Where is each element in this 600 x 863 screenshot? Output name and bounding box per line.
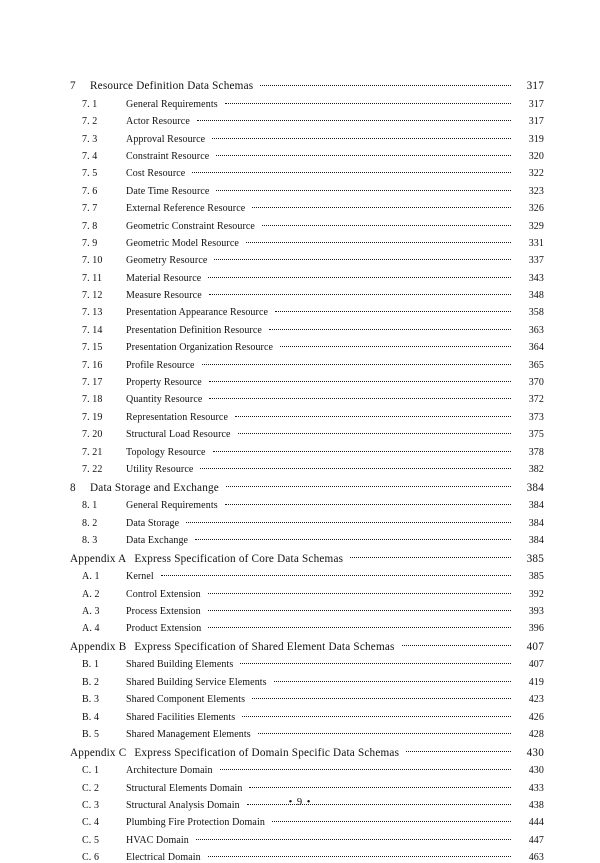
- toc-entry[interactable]: [70, 410, 544, 423]
- toc-entry[interactable]: [70, 850, 544, 863]
- toc-entry[interactable]: [70, 392, 544, 405]
- toc-entry-page-number: 433: [528, 782, 544, 794]
- toc-entry-title: Structural Elements Domain: [126, 782, 243, 794]
- toc-entry-title: Presentation Definition Resource: [126, 324, 262, 336]
- toc-leader-dots: [240, 657, 511, 667]
- toc-entry-title: Geometry Resource: [126, 255, 208, 267]
- toc-leader-dots: [196, 833, 511, 843]
- toc-entry-number: 7. 6: [82, 185, 98, 197]
- toc-entry-title: Kernel: [126, 571, 154, 583]
- toc-leader-dots: [209, 375, 511, 385]
- toc-entry[interactable]: [70, 358, 544, 371]
- toc-entry-page-number: 326: [528, 203, 544, 215]
- toc-entry-page-number: 419: [528, 676, 544, 688]
- toc-entry[interactable]: [70, 462, 544, 475]
- toc-entry-page-number: 384: [526, 481, 544, 494]
- toc-leader-dots: [406, 744, 511, 755]
- toc-entry-title: Property Resource: [126, 377, 202, 389]
- toc-entry-page-number: 407: [528, 659, 544, 671]
- toc-leader-dots: [262, 219, 511, 229]
- toc-leader-dots: [274, 675, 511, 685]
- toc-entry-number: 8. 3: [82, 534, 98, 546]
- toc-entry-page-number: 382: [528, 463, 544, 475]
- toc-entry-title: Data Storage and Exchange: [90, 481, 219, 494]
- toc-entry-title: Presentation Organization Resource: [126, 342, 274, 354]
- toc-entry-page-number: 392: [528, 588, 544, 600]
- toc-leader-dots: [260, 78, 511, 89]
- toc-leader-dots: [350, 550, 511, 561]
- toc-entry-page-number: 444: [528, 817, 544, 829]
- toc-entry-title: Shared Facilities Elements: [126, 711, 236, 723]
- toc-entry[interactable]: [70, 498, 544, 511]
- toc-entry-number: C. 3: [82, 799, 100, 811]
- toc-entry-title: Structural Analysis Domain: [126, 799, 240, 811]
- toc-leader-dots: [226, 479, 511, 490]
- toc-leader-dots: [197, 114, 511, 124]
- toc-entry-number: A. 4: [82, 623, 100, 635]
- toc-entry[interactable]: [70, 305, 544, 318]
- toc-leader-dots: [212, 132, 511, 142]
- toc-entry-title: Shared Management Elements: [126, 729, 251, 741]
- toc-entry-number: A. 2: [82, 588, 100, 600]
- toc-leader-dots: [208, 271, 511, 281]
- toc-entry-page-number: 373: [528, 411, 544, 423]
- toc-entry[interactable]: [70, 744, 544, 758]
- toc-entry-title: Geometric Model Resource: [126, 237, 239, 249]
- toc-entry-page-number: 322: [528, 168, 544, 180]
- toc-entry-number: A. 3: [82, 605, 100, 617]
- toc-entry[interactable]: [70, 184, 544, 197]
- toc-entry-page-number: 375: [528, 429, 544, 441]
- toc-leader-dots: [258, 727, 511, 737]
- toc-entry-title: HVAC Domain: [126, 834, 189, 846]
- toc-entry-number: C. 4: [82, 817, 100, 829]
- toc-entry[interactable]: [70, 445, 544, 458]
- toc-entry-title: Architecture Domain: [126, 765, 213, 777]
- toc-entry-number: 7. 12: [82, 290, 103, 302]
- toc-entry-number: 7. 7: [82, 203, 98, 215]
- toc-entry-page-number: 426: [528, 711, 544, 723]
- toc-entry[interactable]: [70, 323, 544, 336]
- toc-entry-title: Date Time Resource: [126, 185, 210, 197]
- toc-entry[interactable]: [70, 675, 544, 688]
- toc-leader-dots: [249, 781, 511, 791]
- toc-leader-dots: [238, 427, 511, 437]
- toc-entry-page-number: 343: [528, 272, 544, 284]
- toc-leader-dots: [161, 569, 511, 579]
- toc-entry-page-number: 428: [528, 729, 544, 741]
- toc-entry-number: 8. 2: [82, 517, 98, 529]
- toc-entry-page-number: 319: [528, 133, 544, 145]
- toc-entry-page-number: 384: [528, 517, 544, 529]
- toc-entry[interactable]: [70, 427, 544, 440]
- toc-entry[interactable]: [70, 78, 544, 92]
- toc-entry-number: 7. 21: [82, 446, 103, 458]
- toc-leader-dots: [192, 166, 511, 176]
- toc-entry[interactable]: [70, 550, 544, 564]
- toc-entry-number: 7. 2: [82, 116, 98, 128]
- toc-entry-title: Topology Resource: [126, 446, 206, 458]
- toc-entry-title: Express Specification of Domain Specific Data Schemas: [134, 746, 400, 759]
- toc-entry-title: General Requirements: [126, 500, 218, 512]
- toc-entry[interactable]: [70, 833, 544, 846]
- page-footer: • 9 •: [288, 797, 312, 808]
- toc-entry-title: Plumbing Fire Protection Domain: [126, 817, 265, 829]
- toc-entry-page-number: 358: [528, 307, 544, 319]
- toc-entry-page-number: 396: [528, 623, 544, 635]
- toc-entry[interactable]: [70, 271, 544, 284]
- toc-entry-number: Appendix A: [70, 552, 127, 565]
- toc-entry-number: 7. 17: [82, 377, 103, 389]
- toc-entry-page-number: 407: [526, 640, 544, 653]
- toc-entry[interactable]: [70, 516, 544, 529]
- toc-entry-title: Utility Resource: [126, 463, 194, 475]
- toc-entry[interactable]: [70, 132, 544, 145]
- toc-entry-title: Shared Component Elements: [126, 694, 246, 706]
- toc-entry-number: 8: [70, 481, 76, 494]
- toc-entry-page-number: 317: [528, 116, 544, 128]
- toc-leader-dots: [186, 516, 511, 526]
- toc-leader-dots: [225, 498, 511, 508]
- toc-leader-dots: [195, 533, 511, 543]
- toc-entry-number: 7. 22: [82, 463, 103, 475]
- toc-entry-title: Constraint Resource: [126, 150, 210, 162]
- toc-entry-page-number: 331: [528, 237, 544, 249]
- toc-entry-number: 7. 18: [82, 394, 103, 406]
- toc-entry-title: Actor Resource: [126, 116, 190, 128]
- toc-entry-page-number: 447: [528, 834, 544, 846]
- toc-entry-number: Appendix C: [70, 746, 127, 759]
- toc-entry[interactable]: [70, 533, 544, 546]
- toc-leader-dots: [208, 850, 511, 860]
- toc-entry-title: Product Extension: [126, 623, 202, 635]
- toc-entry-page-number: 364: [528, 342, 544, 354]
- toc-entry-page-number: 337: [528, 255, 544, 267]
- toc-entry-number: 7. 15: [82, 342, 103, 354]
- toc-leader-dots: [209, 288, 511, 298]
- toc-entry[interactable]: [70, 710, 544, 723]
- toc-entry-page-number: 317: [528, 98, 544, 110]
- toc-entry[interactable]: [70, 340, 544, 353]
- toc-entry-page-number: 372: [528, 394, 544, 406]
- toc-entry-page-number: 365: [528, 359, 544, 371]
- toc-entry-number: C. 2: [82, 782, 100, 794]
- toc-leader-dots: [208, 587, 511, 597]
- toc-entry-number: B. 1: [82, 659, 100, 671]
- toc-entry-title: General Requirements: [126, 98, 218, 110]
- toc-entry[interactable]: [70, 375, 544, 388]
- toc-entry[interactable]: [70, 219, 544, 232]
- toc-entry[interactable]: [70, 621, 544, 634]
- toc-entry-title: Data Storage: [126, 517, 180, 529]
- toc-entry-title: Express Specification of Core Data Schemas: [134, 552, 344, 565]
- toc-entry-page-number: 430: [528, 765, 544, 777]
- toc-entry-number: 7: [70, 80, 76, 93]
- toc-entry[interactable]: [70, 815, 544, 828]
- toc-entry-page-number: 393: [528, 605, 544, 617]
- toc-entry-number: 7. 10: [82, 255, 103, 267]
- toc-leader-dots: [216, 149, 511, 159]
- toc-entry[interactable]: [70, 763, 544, 776]
- toc-entry-number: 7. 8: [82, 220, 98, 232]
- toc-entry-title: Representation Resource: [126, 411, 228, 423]
- toc-entry-title: Geometric Constraint Resource: [126, 220, 255, 232]
- table-of-contents: [70, 78, 544, 863]
- toc-entry[interactable]: [70, 657, 544, 670]
- toc-entry-title: Shared Building Service Elements: [126, 676, 267, 688]
- toc-entry-page-number: 385: [526, 552, 544, 565]
- toc-entry[interactable]: [70, 587, 544, 600]
- toc-entry-title: External Reference Resource: [126, 203, 246, 215]
- toc-entry-page-number: 329: [528, 220, 544, 232]
- toc-entry[interactable]: [70, 692, 544, 705]
- toc-entry-title: Shared Building Elements: [126, 659, 234, 671]
- toc-entry-title: Material Resource: [126, 272, 202, 284]
- toc-leader-dots: [272, 815, 511, 825]
- toc-leader-dots: [216, 184, 511, 194]
- toc-entry-number: 7. 1: [82, 98, 98, 110]
- toc-entry[interactable]: [70, 781, 544, 794]
- toc-entry-title: Cost Resource: [126, 168, 186, 180]
- toc-entry[interactable]: [70, 253, 544, 266]
- toc-entry[interactable]: [70, 479, 544, 493]
- toc-entry-number: 7. 16: [82, 359, 103, 371]
- toc-leader-dots: [220, 763, 511, 773]
- toc-entry[interactable]: [70, 97, 544, 110]
- toc-entry-number: C. 6: [82, 852, 100, 863]
- toc-entry-title: Resource Definition Data Schemas: [90, 80, 254, 93]
- toc-entry[interactable]: [70, 288, 544, 301]
- toc-leader-dots: [246, 236, 511, 246]
- toc-entry-number: 7. 11: [82, 272, 103, 284]
- toc-leader-dots: [208, 621, 511, 631]
- toc-leader-dots: [280, 340, 511, 350]
- toc-leader-dots: [214, 253, 511, 263]
- toc-entry-number: 7. 3: [82, 133, 98, 145]
- toc-entry-number: 7. 4: [82, 150, 98, 162]
- toc-entry[interactable]: [70, 639, 544, 653]
- toc-entry-number: B. 4: [82, 711, 100, 723]
- toc-leader-dots: [213, 445, 511, 455]
- toc-entry-title: Express Specification of Shared Element Data Schemas: [134, 640, 395, 653]
- toc-leader-dots: [200, 462, 511, 472]
- toc-leader-dots: [209, 392, 511, 402]
- toc-entry-number: 7. 5: [82, 168, 98, 180]
- toc-entry-page-number: 363: [528, 324, 544, 336]
- toc-leader-dots: [235, 410, 511, 420]
- toc-entry-title: Approval Resource: [126, 133, 206, 145]
- toc-leader-dots: [252, 692, 511, 702]
- toc-entry[interactable]: [70, 569, 544, 582]
- toc-leader-dots: [275, 305, 511, 315]
- toc-entry-number: 7. 9: [82, 237, 98, 249]
- toc-entry-page-number: 317: [526, 80, 544, 93]
- toc-entry-page-number: 384: [528, 534, 544, 546]
- toc-leader-dots: [242, 710, 511, 720]
- toc-entry-title: Profile Resource: [126, 359, 195, 371]
- toc-entry-number: 7. 14: [82, 324, 103, 336]
- toc-leader-dots: [208, 604, 511, 614]
- toc-entry-title: Quantity Resource: [126, 394, 203, 406]
- toc-entry-title: Data Exchange: [126, 534, 189, 546]
- toc-entry-number: B. 2: [82, 676, 100, 688]
- toc-entry-number: B. 3: [82, 694, 100, 706]
- toc-entry-page-number: 323: [528, 185, 544, 197]
- toc-entry[interactable]: [70, 604, 544, 617]
- toc-entry-page-number: 384: [528, 500, 544, 512]
- toc-entry[interactable]: [70, 149, 544, 162]
- toc-entry-page-number: 370: [528, 377, 544, 389]
- toc-entry-title: Presentation Appearance Resource: [126, 307, 269, 319]
- toc-entry-number: 7. 20: [82, 429, 103, 441]
- toc-entry-page-number: 378: [528, 446, 544, 458]
- toc-entry-page-number: 438: [528, 799, 544, 811]
- toc-entry-number: 7. 19: [82, 411, 103, 423]
- toc-entry[interactable]: [70, 166, 544, 179]
- toc-entry-page-number: 430: [526, 746, 544, 759]
- toc-entry-number: 7. 13: [82, 307, 103, 319]
- toc-entry[interactable]: [70, 236, 544, 249]
- toc-entry[interactable]: [70, 201, 544, 214]
- toc-entry-title: Structural Load Resource: [126, 429, 231, 441]
- toc-entry-number: B. 5: [82, 729, 100, 741]
- toc-entry-page-number: 385: [528, 571, 544, 583]
- toc-entry-page-number: 348: [528, 290, 544, 302]
- toc-entry-title: Process Extension: [126, 605, 201, 617]
- toc-leader-dots: [252, 201, 511, 211]
- toc-entry-page-number: 423: [528, 694, 544, 706]
- toc-entry[interactable]: [70, 727, 544, 740]
- toc-entry-number: Appendix B: [70, 640, 127, 653]
- toc-leader-dots: [402, 639, 511, 650]
- toc-entry-title: Electrical Domain: [126, 852, 201, 863]
- toc-entry-number: A. 1: [82, 571, 100, 583]
- toc-entry-number: C. 1: [82, 765, 100, 777]
- toc-entry-title: Measure Resource: [126, 290, 202, 302]
- toc-entry[interactable]: [70, 114, 544, 127]
- toc-leader-dots: [202, 358, 511, 368]
- toc-leader-dots: [225, 97, 511, 107]
- toc-leader-dots: [269, 323, 511, 333]
- toc-entry-number: C. 5: [82, 834, 100, 846]
- toc-entry-number: 8. 1: [82, 500, 98, 512]
- toc-entry-page-number: 320: [528, 150, 544, 162]
- toc-entry-page-number: 463: [528, 852, 544, 863]
- toc-entry-title: Control Extension: [126, 588, 201, 600]
